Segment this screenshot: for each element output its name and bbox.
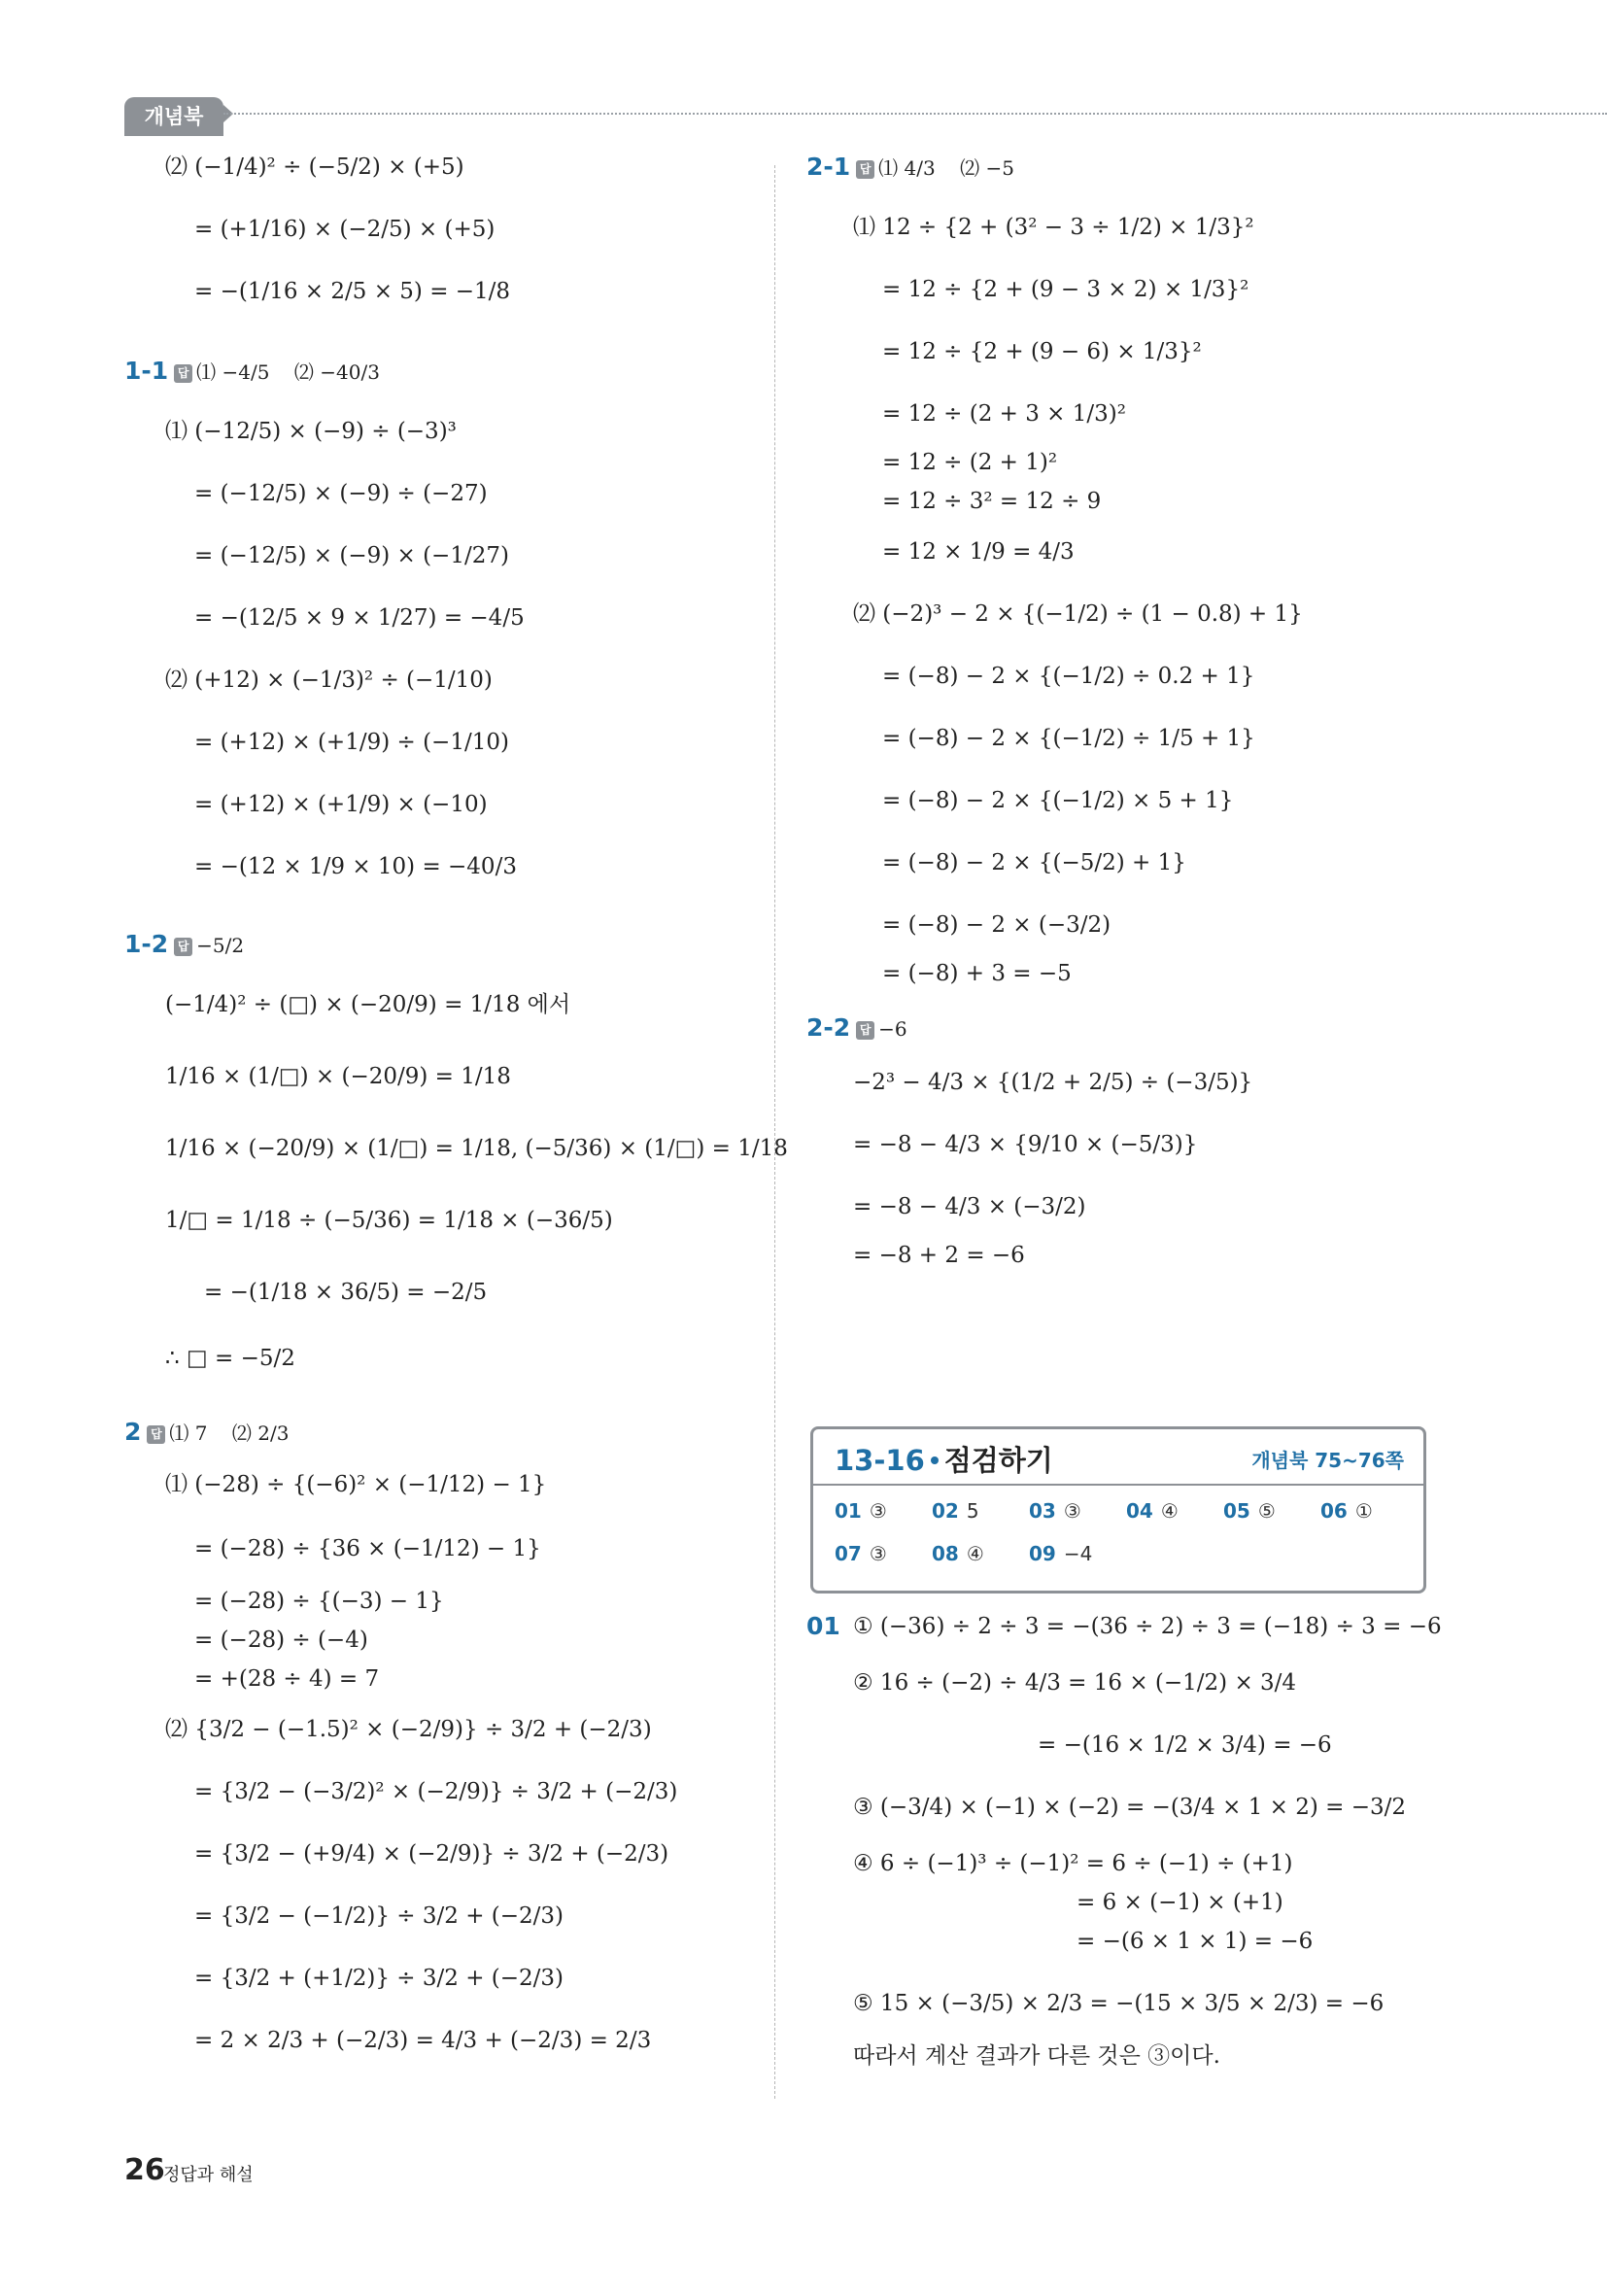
solution-line: = −(16 × 1/2 × 3/4) = −6 [1038,1732,1332,1758]
solution-line: (−1/4)² ÷ (□) × (−20/9) = 1/18 에서 [165,992,571,1017]
check-answer-item [835,1499,887,1523]
solution-line: = −8 + 2 = −6 [853,1243,1025,1268]
solution-line: = 12 ÷ (2 + 3 × 1/3)² [882,401,1126,427]
solution-line: = (−12/5) × (−9) × (−1/27) [194,543,509,568]
solution-line: = 12 ÷ {2 + (9 − 3 × 2) × 1/3}² [882,277,1249,302]
solution-line: = (−8) − 2 × {(−1/2) × 5 + 1} [882,788,1234,813]
solution-line: = 12 ÷ (2 + 1)² [882,450,1058,475]
solution-line: ② 16 ÷ (−2) ÷ 4/3 = 16 × (−1/2) × 3/4 [853,1670,1297,1696]
check-answer-number: 07 [835,1542,862,1565]
problem-answer: −5/2 [196,934,245,957]
check-answer-item [1223,1499,1276,1523]
solution-line: = (+12) × (+1/9) ÷ (−1/10) [194,730,509,755]
check-box-title [835,1439,1053,1479]
check-answer-item [1320,1499,1373,1523]
solution-line: = +(28 ÷ 4) = 7 [194,1666,380,1692]
solution-line: = −8 − 4/3 × {9/10 × (−5/3)} [853,1132,1198,1157]
solution-line: ③ (−3/4) × (−1) × (−2) = −(3/4 × 1 × 2) = −3/2 [853,1795,1407,1820]
solution-line: ⑴ 12 ÷ {2 + (3² − 3 ÷ 1/2) × 1/3}² [853,215,1254,240]
solution-line: = (−8) − 2 × {(−1/2) ÷ 0.2 + 1} [882,664,1255,689]
check-answer-value: ① [1354,1499,1373,1523]
solution-line: = (−8) − 2 × (−3/2) [882,912,1111,938]
check-answer-item [1029,1542,1092,1565]
check-answer-number: 06 [1320,1499,1348,1523]
solution-line: = (+1/16) × (−2/5) × (+5) [194,217,496,242]
solution-line: = −(6 × 1 × 1) = −6 [1077,1929,1314,1954]
check-answer-value: ③ [1063,1499,1081,1523]
problem-heading [806,1012,907,1045]
solution-line: = 12 ÷ 3² = 12 ÷ 9 [882,489,1102,514]
solution-line: ⑤ 15 × (−3/5) × 2/3 = −(15 × 3/5 × 2/3) = −6 [853,1991,1385,2016]
solution-line: ⑵ {3/2 − (−1.5)² × (−2/9)} ÷ 3/2 + (−2/3) [165,1717,652,1742]
check-answer-item [835,1542,887,1565]
solution-line: = (−8) + 3 = −5 [882,961,1072,986]
solution-line: ⑴ (−12/5) × (−9) ÷ (−3)³ [165,419,457,444]
solution-line: = {3/2 − (−1/2)} ÷ 3/2 + (−2/3) [194,1903,564,1929]
solution-line: ∴ □ = −5/2 [165,1346,295,1371]
problem-number: 1-2 [124,930,169,958]
check-answer-number: 02 [932,1499,959,1523]
solution-line: 따라서 계산 결과가 다른 것은 ③이다. [853,2043,1220,2069]
solution-line: 1/□ = 1/18 ÷ (−5/36) = 1/18 × (−36/5) [165,1208,613,1233]
solution-line: 1/16 × (−20/9) × (1/□) = 1/18, (−5/36) × (1/□) = 1/18 [165,1136,788,1161]
check-answer-value: 5 [966,1499,979,1523]
solution-line: = (−28) ÷ {36 × (−1/12) − 1} [194,1536,541,1561]
problem-answer: ⑴ 7 ⑵ 2/3 [169,1422,290,1445]
problem-number: 2-2 [806,1013,851,1042]
problem-heading [124,929,244,961]
solution-line: = 12 × 1/9 = 4/3 [882,539,1075,565]
solution-line: = −(1/18 × 36/5) = −2/5 [204,1280,488,1305]
check-answer-number: 03 [1029,1499,1056,1523]
check-answer-value: ④ [966,1542,984,1565]
solution-line: ① (−36) ÷ 2 ÷ 3 = −(36 ÷ 2) ÷ 3 = (−18) ÷ 3 = −6 [853,1614,1442,1639]
solution-line: ⑵ (+12) × (−1/3)² ÷ (−1/10) [165,668,493,693]
solution-line: = (−8) − 2 × {(−5/2) + 1} [882,850,1186,875]
answer-badge-icon: 답 [174,364,192,383]
bullet-dot-icon [931,1456,939,1464]
footer-label: 정답과 해설 [163,2165,254,2185]
check-answer-value: ④ [1160,1499,1179,1523]
solution-line: = −(12/5 × 9 × 1/27) = −4/5 [194,605,525,631]
check-answer-item [932,1542,984,1565]
check-answer-number: 04 [1126,1499,1153,1523]
header-divider [223,113,1607,115]
problem-heading [124,1417,289,1449]
solution-line: ⑵ (−2)³ − 2 × {(−1/2) ÷ (1 − 0.8) + 1} [853,601,1303,627]
section-tab: 개념북 [124,97,223,136]
solution-line: = (−28) ÷ {(−3) − 1} [194,1589,444,1614]
check-answer-value: −4 [1063,1542,1093,1565]
page-number: 26 [124,2153,165,2187]
problem-heading [124,356,380,388]
solution-line: −2³ − 4/3 × {(1/2 + 2/5) ÷ (−3/5)} [853,1070,1253,1095]
check-box-reference: 개념북 75~76쪽 [1251,1449,1404,1472]
solution-line: = 12 ÷ {2 + (9 − 6) × 1/3}² [882,339,1202,364]
answer-badge-icon: 답 [174,938,192,956]
problem-number: 2-1 [806,153,851,181]
check-answer-value: ⑤ [1257,1499,1276,1523]
problem-answer: ⑴ 4/3 ⑵ −5 [878,156,1014,180]
problem-answer: ⑴ −4/5 ⑵ −40/3 [196,360,380,384]
solution-line: ④ 6 ÷ (−1)³ ÷ (−1)² = 6 ÷ (−1) ÷ (+1) [853,1851,1293,1876]
solution-line: 1/16 × (1/□) × (−20/9) = 1/18 [165,1064,511,1089]
solution-line: = (−28) ÷ (−4) [194,1628,368,1653]
check-answer-number: 08 [932,1542,959,1565]
solution-line: ⑵ (−1/4)² ÷ (−5/2) × (+5) [165,154,464,180]
solution-line: = 6 × (−1) × (+1) [1077,1890,1283,1915]
solution-line: = (+12) × (+1/9) × (−10) [194,792,488,817]
solution-line: = (−8) − 2 × {(−1/2) ÷ 1/5 + 1} [882,726,1255,751]
check-answer-value: ③ [869,1542,887,1565]
check-title-number: 13-16 [835,1444,925,1477]
check-answer-value: ③ [869,1499,887,1523]
solution-line: = (−12/5) × (−9) ÷ (−27) [194,481,488,506]
check-answer-box [810,1426,1426,1593]
solution-line: = −(12 × 1/9 × 10) = −40/3 [194,854,517,879]
solution-line: = −8 − 4/3 × (−3/2) [853,1194,1086,1219]
problem-heading [806,152,1014,184]
solution-line: = −(1/16 × 2/5 × 5) = −1/8 [194,279,511,304]
check-answer-number: 01 [835,1499,862,1523]
solution-line: = {3/2 − (+9/4) × (−2/9)} ÷ 3/2 + (−2/3) [194,1841,669,1867]
answer-badge-icon: 답 [147,1425,165,1444]
column-divider [774,165,775,2099]
answer-badge-icon: 답 [856,160,874,179]
check-answer-number: 09 [1029,1542,1056,1565]
solution-line: = {3/2 + (+1/2)} ÷ 3/2 + (−2/3) [194,1966,564,1991]
solution-line: = 2 × 2/3 + (−2/3) = 4/3 + (−2/3) = 2/3 [194,2028,652,2053]
check-answer-number: 05 [1223,1499,1250,1523]
problem-heading [806,1611,840,1642]
check-box-header [813,1429,1423,1486]
check-title-text: 점검하기 [943,1444,1053,1477]
answer-badge-icon: 답 [856,1021,874,1040]
problem-number: 1-1 [124,357,169,385]
check-answer-item [1029,1499,1081,1523]
solution-line: = {3/2 − (−3/2)² × (−2/9)} ÷ 3/2 + (−2/3) [194,1779,678,1804]
check-answer-item [1126,1499,1179,1523]
problem-number: 2 [124,1418,142,1446]
problem-number: 01 [806,1612,840,1640]
check-answer-item [932,1499,979,1523]
solution-line: ⑴ (−28) ÷ {(−6)² × (−1/12) − 1} [165,1472,547,1497]
problem-answer: −6 [878,1017,907,1041]
